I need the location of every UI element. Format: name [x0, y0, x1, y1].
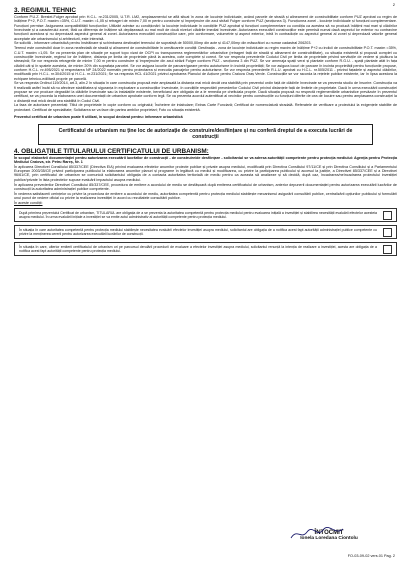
certificate-usage-statement: Prezentul certificat de urbanism poate fi utilizat, în scopul declarat pentru: informare urbanistică — [14, 114, 183, 119]
boxed-notice: Certificatul de urbanism nu ține loc de autorizație de construire/desființare și nu conferă dreptul de a executa lucrări de construcții — [38, 124, 373, 145]
option-box — [14, 208, 397, 222]
section-3-paragraph: Se va respecta Ordinul 119/2014, art.3, alin.2 în situația în care construcția propusă este amplasată la distanța mai mică decât cea stabilită prin prezentul ordin față de clădirile învecinate se va prezenta studiu de însorire. Construcția va fi realizată astfel încât să nu afecteze stabilitatea și siguranța în exploatare a construcțiilor învecinate, în condițiile respectării prevederilor Codului Civil privind distanțele față de limitele de proprietate. Dacă în urma executării construcției propuse se vor produce degradări la clădirile învecinate sau la instalațiile existente, beneficiarul are obligația de a le remedia pe cheltuiala proprie. Dacă situația propusă nu respectă reglementările urbanistice prevăzute în prezentul certificat, se va proceda la elaborarea unei documentații de urbanism aprobate conform legii. Se va prezenta acordul autentificat al vecinilor pentru construcțiile cu funcțiuni diferite de cea de locuire sau pentru amplasarea construcției la o distanță mai mică decât cea stabilită în Codul Civil. — [14, 81, 397, 103]
option-text: În situația în care, ulterior emiterii certificatului de urbanism ori pe parcursul derulării procedurii de evaluare a efectelor investiției asupra mediului, solicitantul renunță la intenția de realizare a investiției, acesta are obligația de a notifica acest fapt autorității competente pentru protecția mediului. — [19, 244, 377, 253]
section-3-title: 3. REGIMUL TEHNIC — [14, 7, 77, 14]
signature-block — [279, 530, 379, 541]
option-box — [14, 225, 397, 239]
section-4-paragraph: În aplicarea Directivei Consiliului 85/337/CEE (Directiva EIA) privind evaluarea efectelor anumitor proiecte publice și private asupra mediului, modificată prin Directiva Consiliului 97/11/CE și prin Directiva Consiliului și a Parlamentului European 2003/35/CE privind participarea publicului la elaborarea anumitor planuri și programe în legătură cu mediul și modificarea, cu privire la participarea publicului și accesul la justiție, a Directivei 85/337/CEE și a Directivei 96/61/CE, prin certificatul de urbanism se comunică solicitantului obligația de a contacta autoritatea teritorială de mediu pentru ca aceasta să analizeze și să decidă, după caz, încadrarea/neîncadrarea proiectului investiției publice/private în lista proiectelor supuse evaluării impactului asupra mediului. — [14, 164, 397, 182]
signatory-name: Ionela Loredana Ciontolu — [300, 536, 358, 541]
section-3-paragraph: Se solicită - informare urbanistică pentru înstrăinare și schimbarea destinației terenului de suprafață de 50000,00mp din acte și 4147,00mp din măsurători cu numar cadastral 206203. — [14, 41, 312, 46]
option-box — [14, 242, 397, 256]
section-3-paragraph: La faza de autorizare prezentați: Titlul de proprietate în copie conform cu originalul; Încheiere de intabulare; Extras Carte Funciară; Certificat de nomenclatură stradală. Referatele de verificare a proiectului la exigențele stabilite de proiectant. Certificat de specialitate; Solicitarea se va face din partea ambilor proprietari; Foto cu situația existentă. — [14, 103, 397, 112]
page-number: 2 — [392, 2, 395, 7]
section-4-paragraph: În vederea satisfacerii cerințelor cu privire la procedura de emitere a acordului de mediu, autoritatea competentă pentru protecția mediului stabilește mecanismul asigurării consultării publice, centralizării opțiunilor publicului și formulării unui punct de vedere oficial cu privire la realizarea investiției în acord cu rezultatele consultării publice. — [14, 191, 397, 200]
handwritten-signature-icon — [287, 526, 347, 542]
section-3-paragraph: Conform P.U.Z. Brestei-Fulger aprobat prin H.C.L. nr.231/2005, U.T.R. LM2, amplasamentul se află situat în zona de locuințe individuale, având parcele de stradă și alineament de construibilitate conform PUZ aprobat cu regim de înălțime P+2, P.O.T. maxim =35%, C.U.T. maxim =1,05 și retrageri de minim 7,00 m pentru construire și împrejmuire din axul străzii Fulger conform PUZ (secțiunea 3). Funcțiunea zonei - locuințe individuale și funcțiuni complementare. Funcțiuni permise: Asigurarea compatibilității funcțiunilor; Utilizări admise cu condiționări: la locuințe individuale în condițiile PUZ aprobat și funcțiuni complementare cu condiția ca acestea să nu producă înălțimi mai mari și clădirilor învecinate și a caracterului zonei, fără ca diferența de înălțime să depășească cu mai mult de două niveluri clădirile imediat învecinate. Autorizarea executării construcțiilor este permisă numai dacă aspectul lor exterior nu contravine funcțiunii acestora și nu depreciază aspectul general al zonei. Autorizarea executării construcțiilor care, prin conformare, volumetrie și aspect exterior, intră în contradicție cu aspectul general al zonei și depreciază valorile general acceptate ale urbanismului și arhitecturii, este interzisă. — [14, 15, 397, 41]
option-text: În situația în care autoritatea competentă pentru protecția mediului stabilește necesitatea evaluării efectelor investiției asupra mediului, solicitantul are obligația de a notifica acest fapt autorității administrației publice competente cu privire la menținerea cererii pentru autorizarea executării lucrărilor de construcții. — [19, 227, 377, 236]
conditions-intro: În aceste condiții: — [14, 200, 43, 205]
section-4-title: 4. OBLIGAȚIILE TITULARULUI CERTIFICATULUI DE URBANISM: — [14, 147, 209, 155]
section-4-paragraph: În aplicarea prevederilor Directivei Consiliului 85/337/CEE, procedura de emitere a acordului de mediu se desfășoară după emiterea certificatului de urbanism, anterior depunerii documentației pentru autorizarea executării lucrărilor de construcții la autoritatea administrației publice competente. — [14, 182, 397, 191]
signature-label: ÎNTOCMIT — [314, 530, 344, 536]
option-text: După primirea prezentului Certificat de urbanism, TITULARUL are obligația de a se prezenta la autoritatea competentă pentru protecția mediului pentru evaluarea inițială a investiției și stabilirea necesității evaluării efectelor acesteia asupra mediului. În urma evaluării inițiale a investiției se va emite actul administrativ al autorității competente pentru protecția mediului. — [19, 210, 377, 219]
section-4-intro: În scopul elaborării documentației pentru autorizarea executării lucrărilor de construcții - de construire/de desființare - solicitantul se va adresa autorității competente pentru protecția mediului: Agenția pentru Protecția Mediului Craiova, str. Petru Rareș, Nr. 1 — [14, 155, 397, 165]
option-checkbox[interactable] — [383, 228, 392, 237]
form-code: FO-03-09-02 vers.01 Pag. 2 — [347, 554, 395, 558]
section-3-paragraph: Terenul este construibil doar în zona neafectată de stradă și alinament de construibilitate în următoarele condiții: Destinația - zona de locuințe individuale cu regim maxim de înălțime P+2 cu indicii de construibilitate P.O.T. maxim =35%, C.U.T. maxim =1,05. Se va prezenta plan de situație pe suport topo vizat de OCPI cu transpunerea reglementărilor urbanistice (retrageri față de stradă și alinament de construibilitate), cu situația existentă și propusă complet cu construcțiile învecinate, regimul lor de înălțime, distanța pe limita de proprietate până la acestea, cote complete și corect. Se vor respecta prevederile Codului Civil pe limita de proprietate privind servituțile de vedere și picătura la streașină; Se vor respecta retragerile de minim 7,00 m pentru construire și împrejmuire din axul străzii Fulger conform PUZ - secțiunea 3 din PUZ. Se vor amenaja spații verzi și plantate conform R.G.U. - spații plantate atât în fața clădirii cât și în spatele acesteia, de minim 20% din suprafața parcelei. Se vor asigura locurile de parcare/garare pentru autoturisme în incintă proprietății; Se vor asigura locuri de parcare în incinta proprietății pentru funcțiunile propuse, conform H.C.L. nr.495/2021 și respectarea NP 24/2022 normativ pentru proiectarea și executia parcajelor pentru autoturisme. Se vor respecta prevederile R.L.U. aprobat cu H.C.L. nr.505/2011 - privind fațadele și aspectul clădirilor, modificată prin H.C.L. nr.304/2015 și H.C.L. nr.231/2021; Se va respecta HCL 41/2021 privind aprobarea Planului de Acțiune pentru Craiova Oraș Verde. Construcțiile se vor racorda la rețelele publice existente, iar în lipsa acestora la echipare tehnico-edilitară proprie pe parcelă. — [14, 46, 397, 81]
option-checkbox[interactable] — [383, 211, 392, 220]
option-checkbox[interactable] — [383, 245, 392, 254]
